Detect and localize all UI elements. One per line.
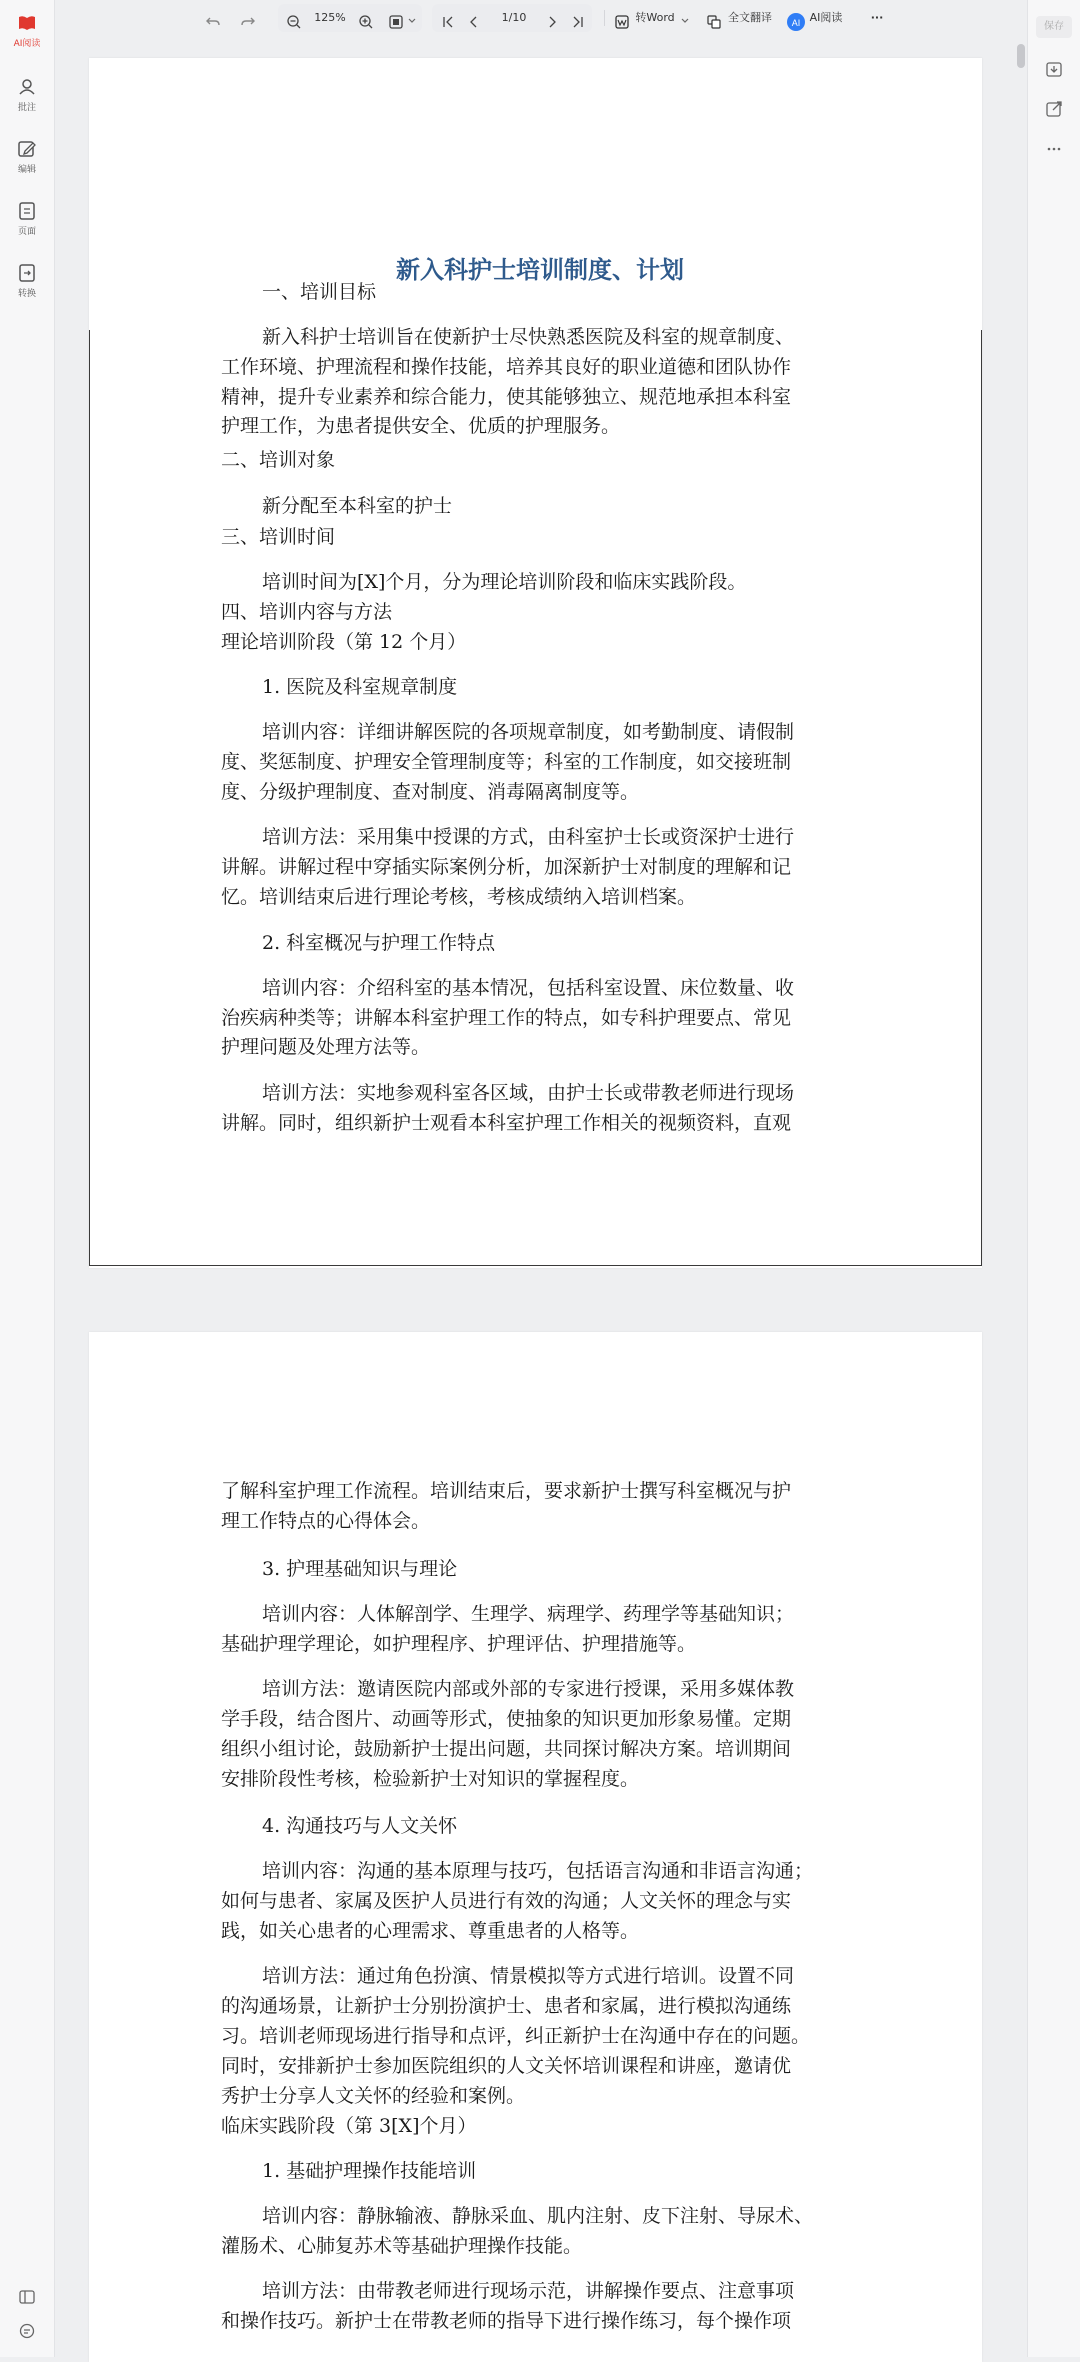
paragraph-line: 理论培训阶段（第 12 个月） [221, 631, 467, 653]
rail-label-annotate: 批注 [17, 103, 36, 113]
more-options-button[interactable]: ··· [870, 11, 884, 24]
pages-icon [16, 200, 38, 222]
word-doc-icon [614, 14, 630, 30]
paragraph-line: 工作环境、护理流程和操作技能，培养其良好的职业道德和团队协作 [221, 356, 792, 378]
paragraph-line: 了解科室护理工作流程。培训结束后，要求新护士撰写科室概况与护 [221, 1480, 792, 1502]
redo-icon[interactable] [240, 14, 256, 30]
annotate-icon [16, 76, 38, 98]
page-indicator[interactable]: 1/10 [501, 11, 527, 24]
rail-label-convert: 转换 [17, 289, 36, 299]
paragraph-line: 讲解。讲解过程中穿插实际案例分析，加深新护士对制度的理解和记 [221, 856, 792, 878]
last-page-icon[interactable] [570, 14, 586, 30]
paragraph-line: 二、培训对象 [221, 449, 336, 471]
next-page-icon[interactable] [544, 14, 560, 30]
ai-read-button[interactable]: AI阅读 [809, 11, 843, 24]
paragraph-line: 一、培训目标 [262, 281, 377, 303]
paragraph-line: 培训时间为[X]个月，分为理论培训阶段和临床实践阶段。 [262, 571, 747, 593]
paragraph-line: 灌肠术、心肺复苏术等基础护理操作技能。 [221, 2235, 583, 2257]
paragraph-line: 护理问题及处理方法等。 [221, 1036, 431, 1058]
paragraph-line: 培训内容：人体解剖学、生理学、病理学、药理学等基础知识； [262, 1603, 795, 1625]
svg-text:AI: AI [791, 18, 801, 28]
zoom-out-icon[interactable] [286, 14, 302, 30]
paragraph-line: 新入科护士培训旨在使新护士尽快熟悉医院及科室的规章制度、 [262, 326, 795, 348]
paragraph-line: 培训内容：静脉输液、静脉采血、肌内注射、皮下注射、导尿术、 [262, 2205, 814, 2227]
save-button[interactable]: 保存 [1036, 16, 1072, 38]
paragraph-line: 培训内容：详细讲解医院的各项规章制度，如考勤制度、请假制 [262, 721, 795, 743]
paragraph-line: 临床实践阶段（第 3[X]个月） [221, 2115, 477, 2137]
right-sidebar [1027, 0, 1080, 2357]
rail-label-edit: 编辑 [17, 165, 36, 175]
left-sidebar [0, 0, 55, 2357]
prev-page-icon[interactable] [466, 14, 482, 30]
paragraph-line: 安排阶段性考核，检验新护士对知识的掌握程度。 [221, 1768, 640, 1790]
paragraph-line: 培训方法：采用集中授课的方式，由科室护士长或资深护士进行 [262, 826, 795, 848]
feedback-icon[interactable] [18, 2322, 36, 2340]
convert-to-word-button[interactable]: 转Word [635, 11, 675, 24]
paragraph-line: 度、分级护理制度、查对制度、消毒隔离制度等。 [221, 781, 640, 803]
paragraph-line: 理工作特点的心得体会。 [221, 1510, 431, 1532]
ai-reader-logo[interactable] [0, 12, 54, 49]
paragraph-line: 培训方法：通过角色扮演、情景模拟等方式进行培训。设置不同 [262, 1965, 795, 1987]
paragraph-line: 基础护理学理论，如护理程序、护理评估、护理措施等。 [221, 1633, 697, 1655]
ai-read-icon [786, 12, 806, 32]
more-dots-icon[interactable] [1043, 138, 1065, 160]
fit-dropdown-chevron-icon[interactable] [408, 17, 416, 25]
paragraph-line: 和操作技巧。新护士在带教老师的指导下进行操作练习，每个操作项 [221, 2310, 792, 2332]
paragraph-line: 1. 基础护理操作技能培训 [262, 2160, 477, 2182]
paragraph-line: 学手段，结合图片、动画等形式，使抽象的知识更加形象易懂。定期 [221, 1708, 792, 1730]
paragraph-line: 如何与患者、家属及医护人员进行有效的沟通；人文关怀的理念与实 [221, 1890, 792, 1912]
full-translate-button[interactable]: 全文翻译 [728, 11, 772, 24]
paragraph-line: 组织小组讨论，鼓励新护士提出问题，共同探讨解决方案。培训期间 [221, 1738, 792, 1760]
vertical-scrollbar-thumb[interactable] [1017, 44, 1025, 68]
paragraph-line: 培训方法：由带教老师进行现场示范，讲解操作要点、注意事项 [262, 2280, 795, 2302]
paragraph-line: 讲解。同时，组织新护士观看本科室护理工作相关的视频资料，直观 [221, 1112, 792, 1134]
paragraph-line: 践，如关心患者的心理需求、尊重患者的人格等。 [221, 1920, 640, 1942]
first-page-icon[interactable] [440, 14, 456, 30]
edit-icon [16, 138, 38, 160]
paragraph-line: 忆。培训结束后进行理论考核，考核成绩纳入培训档案。 [221, 886, 697, 908]
document-title: 新入科护士培训制度、计划 [396, 256, 684, 284]
paragraph-line: 护理工作，为患者提供安全、优质的护理服务。 [221, 415, 621, 437]
paragraph-line: 习。培训老师现场进行指导和点评，纠正新护士在沟通中存在的问题。 [221, 2025, 811, 2047]
undo-icon[interactable] [205, 14, 221, 30]
paragraph-line: 2. 科室概况与护理工作特点 [262, 932, 496, 954]
paragraph-line: 新分配至本科室的护士 [262, 495, 453, 517]
toolbar-divider [604, 10, 605, 26]
paragraph-line: 培训内容：介绍科室的基本情况，包括科室设置、床位数量、收 [262, 977, 795, 999]
rail-item-pages[interactable] [0, 200, 54, 237]
paragraph-line: 精神，提升专业素养和综合能力，使其能够独立、规范地承担本科室 [221, 386, 792, 408]
paragraph-line: 四、培训内容与方法 [221, 601, 393, 623]
rail-item-edit[interactable] [0, 138, 54, 175]
paragraph-line: 秀护士分享人文关怀的经验和案例。 [221, 2085, 526, 2107]
paragraph-line: 度、奖惩制度、护理安全管理制度等；科室的工作制度，如交接班制 [221, 751, 792, 773]
paragraph-line: 培训内容：沟通的基本原理与技巧，包括语言沟通和非语言沟通； [262, 1860, 814, 1882]
translate-icon [706, 14, 722, 30]
sidebar-toggle-icon[interactable] [18, 2288, 36, 2306]
paragraph-line: 培训方法：实地参观科室各区域，由护士长或带教老师进行现场 [262, 1082, 795, 1104]
book-logo-icon [16, 12, 38, 34]
word-dropdown-chevron-icon[interactable] [681, 17, 689, 25]
paragraph-line: 三、培训时间 [221, 526, 336, 548]
paragraph-line: 的沟通场景，让新护士分别扮演护士、患者和家属，进行模拟沟通练 [221, 1995, 792, 2017]
rail-item-annotate[interactable] [0, 76, 54, 113]
logo-label: AI阅读 [13, 39, 41, 49]
paragraph-line: 培训方法：邀请医院内部或外部的专家进行授课，采用多媒体教 [262, 1678, 795, 1700]
paragraph-line: 3. 护理基础知识与理论 [262, 1558, 458, 1580]
zoom-in-icon[interactable] [358, 14, 374, 30]
rail-label-pages: 页面 [17, 227, 36, 237]
external-open-icon[interactable] [1043, 98, 1065, 120]
zoom-level[interactable]: 125% [314, 11, 346, 24]
paragraph-line: 同时，安排新护士参加医院组织的人文关怀培训课程和讲座，邀请优 [221, 2055, 792, 2077]
paragraph-line: 1. 医院及科室规章制度 [262, 676, 458, 698]
download-icon[interactable] [1043, 58, 1065, 80]
paragraph-line: 4. 沟通技巧与人文关怀 [262, 1815, 458, 1837]
paragraph-line: 治疾病种类等；讲解本科室护理工作的特点，如专科护理要点、常见 [221, 1007, 792, 1029]
fit-page-icon[interactable] [388, 14, 404, 30]
